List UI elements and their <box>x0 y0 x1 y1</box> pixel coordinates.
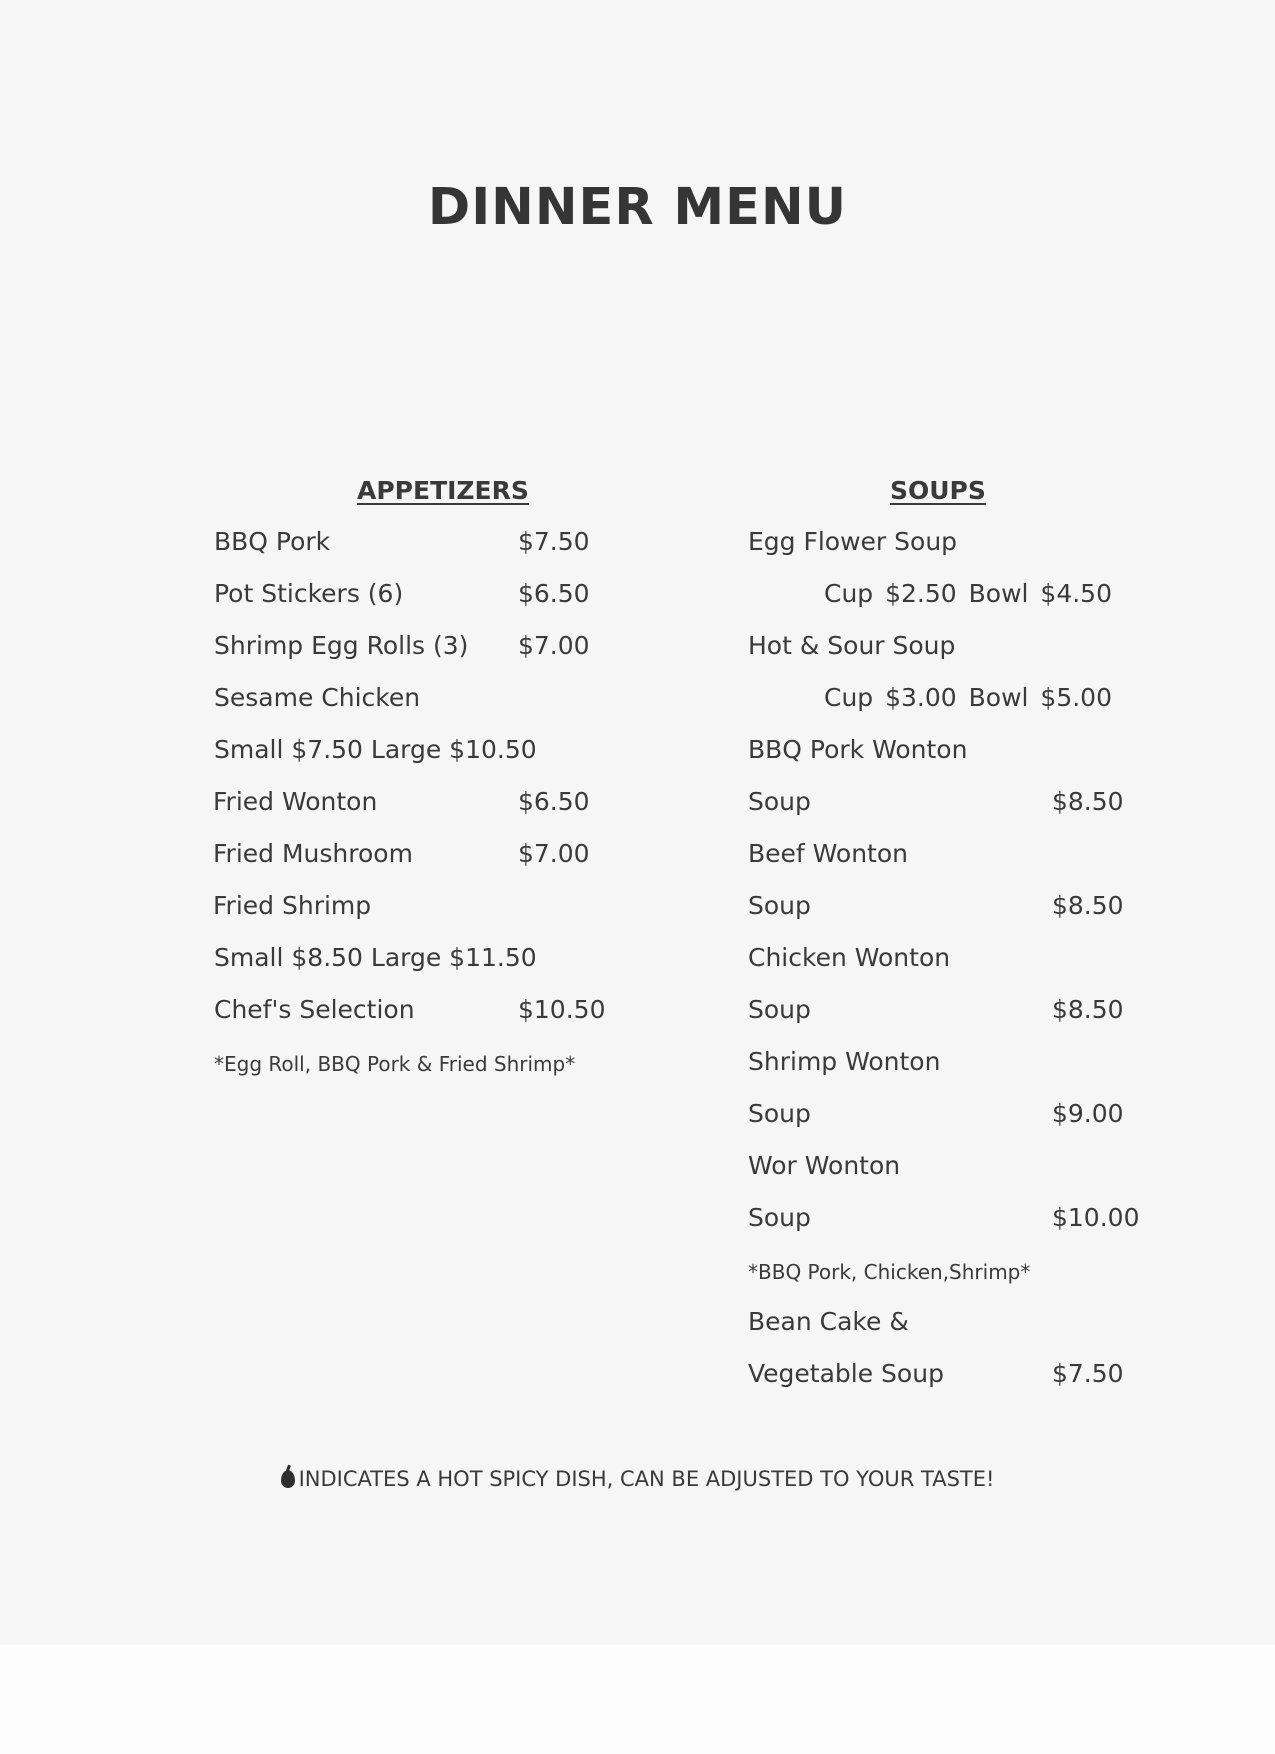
page-title: DINNER MENU <box>427 178 848 237</box>
chili-pepper-icon <box>281 1470 295 1488</box>
menu-item-sizes: Cup $3.00 Bowl $5.00 <box>824 683 1112 712</box>
spicy-legend <box>0 1465 1275 1493</box>
menu-item-name: BBQ Pork Wonton <box>748 735 968 764</box>
menu-item-name: Chef's Selection <box>214 995 415 1024</box>
menu-item-name: Egg Flower Soup <box>748 527 958 556</box>
menu-item-price: $7.50 <box>518 527 590 556</box>
menu-item-price: $6.50 <box>518 787 590 816</box>
menu-item-price: $7.00 <box>518 839 590 868</box>
menu-item-name: Shrimp Egg Rolls (3) <box>214 631 469 660</box>
menu-item-name: Soup <box>748 995 811 1024</box>
menu-item-name: Soup <box>748 891 811 920</box>
menu-item-price: $6.50 <box>518 579 590 608</box>
soups-note: *BBQ Pork, Chicken,Shrimp* <box>748 1260 1031 1284</box>
menu-item-sizes: Small $8.50 Large $11.50 <box>214 943 537 972</box>
spicy-legend-text: INDICATES A HOT SPICY DISH, CAN BE ADJUSTED TO YOUR TASTE! <box>298 1467 995 1491</box>
menu-item-name: Fried Shrimp <box>213 891 372 920</box>
menu-item-name: Vegetable Soup <box>748 1359 944 1388</box>
page-bottom-margin <box>0 1645 1275 1754</box>
menu-item-name: Bean Cake & <box>748 1307 909 1336</box>
menu-item-name: Chicken Wonton <box>748 943 951 972</box>
menu-item-name: Wor Wonton <box>748 1151 901 1180</box>
appetizers-heading: APPETIZERS <box>357 476 529 505</box>
menu-item-name: Soup <box>748 1099 811 1128</box>
menu-item-name: BBQ Pork <box>214 527 331 556</box>
menu-item-price: $8.50 <box>1052 995 1124 1024</box>
menu-item-price: $8.50 <box>1052 891 1124 920</box>
menu-item-name: Beef Wonton <box>748 839 908 868</box>
soups-heading: SOUPS <box>890 476 986 505</box>
menu-item-name: Fried Mushroom <box>213 839 413 868</box>
menu-item-name: Soup <box>748 1203 811 1232</box>
menu-item-price: $10.50 <box>518 995 606 1024</box>
appetizers-note: *Egg Roll, BBQ Pork & Fried Shrimp* <box>214 1052 576 1076</box>
menu-item-name: Shrimp Wonton <box>748 1047 941 1076</box>
menu-item-price: $7.00 <box>518 631 590 660</box>
menu-item-price: $7.50 <box>1052 1359 1124 1388</box>
menu-item-name: Sesame Chicken <box>214 683 421 712</box>
menu-item-price: $8.50 <box>1052 787 1124 816</box>
menu-item-name: Hot & Sour Soup <box>748 631 956 660</box>
menu-item-sizes: Small $7.50 Large $10.50 <box>214 735 537 764</box>
menu-item-price: $9.00 <box>1052 1099 1124 1128</box>
menu-item-name: Pot Stickers (6) <box>214 579 404 608</box>
menu-item-sizes: Cup $2.50 Bowl $4.50 <box>824 579 1112 608</box>
menu-item-name: Soup <box>748 787 811 816</box>
menu-item-name: Fried Wonton <box>213 787 378 816</box>
menu-item-price: $10.00 <box>1052 1203 1140 1232</box>
